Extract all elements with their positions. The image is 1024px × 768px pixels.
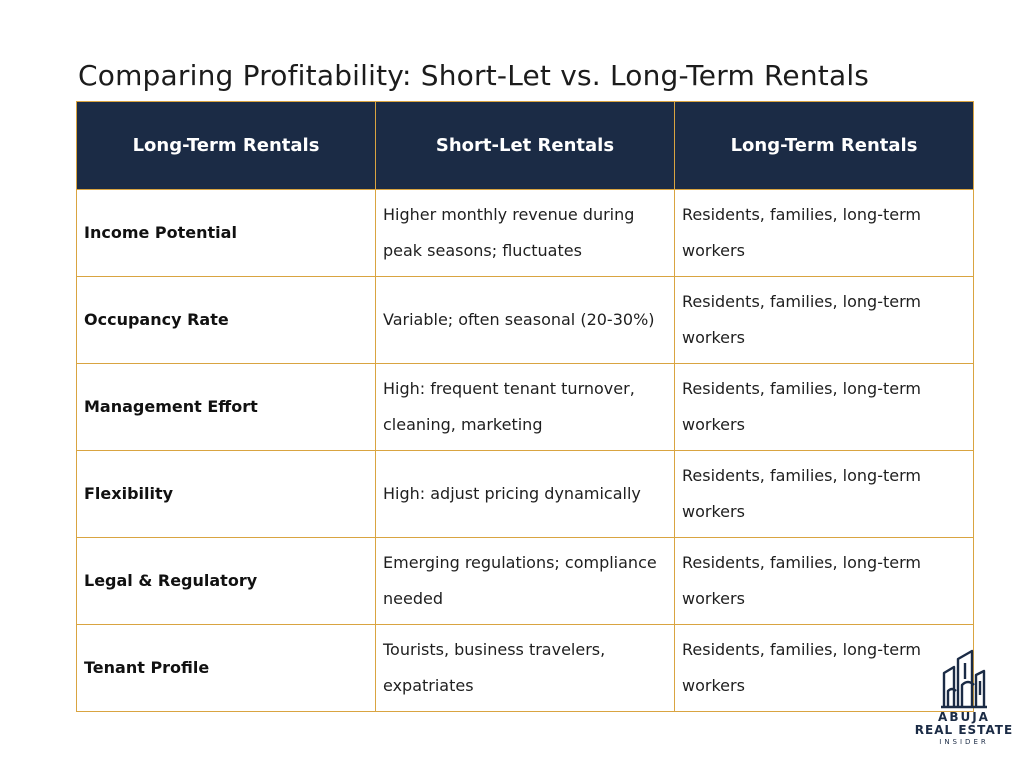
table-row xyxy=(77,451,974,538)
table-row xyxy=(77,625,974,712)
buildings-icon xyxy=(940,645,988,709)
short-let-cell: Variable; often seasonal (20-30%) xyxy=(376,277,675,364)
table-body xyxy=(77,190,974,712)
table-row xyxy=(77,277,974,364)
row-label: Occupancy Rate xyxy=(77,277,376,364)
table-row xyxy=(77,190,974,277)
table-header xyxy=(77,102,974,190)
short-let-cell: Tourists, business travelers, expatriates xyxy=(376,625,675,712)
column-header-1: Long-Term Rentals xyxy=(77,102,376,190)
brand-logo xyxy=(912,645,1016,755)
short-let-cell: Higher monthly revenue during peak seasons; fluctuates xyxy=(376,190,675,277)
page-title: Comparing Profitability: Short-Let vs. Long-Term Rentals xyxy=(78,58,870,92)
long-term-cell: Residents, families, long-term workers xyxy=(675,451,974,538)
column-header-3: Long-Term Rentals xyxy=(675,102,974,190)
long-term-cell: Residents, families, long-term workers xyxy=(675,190,974,277)
row-label: Management Effort xyxy=(77,364,376,451)
table-row xyxy=(77,364,974,451)
row-label: Legal & Regulatory xyxy=(77,538,376,625)
row-label: Tenant Profile xyxy=(77,625,376,712)
logo-text-line3: INSIDER xyxy=(939,738,989,746)
short-let-cell: Emerging regulations; compliance needed xyxy=(376,538,675,625)
column-header-2: Short-Let Rentals xyxy=(376,102,675,190)
comparison-table xyxy=(76,101,974,712)
table-row xyxy=(77,538,974,625)
row-label: Flexibility xyxy=(77,451,376,538)
long-term-cell: Residents, families, long-term workers xyxy=(675,625,974,712)
short-let-cell: High: adjust pricing dynamically xyxy=(376,451,675,538)
header-row xyxy=(77,102,974,190)
long-term-cell: Residents, families, long-term workers xyxy=(675,364,974,451)
long-term-cell: Residents, families, long-term workers xyxy=(675,277,974,364)
logo-text-line2: REAL ESTATE xyxy=(914,723,1014,737)
logo-text-line1: ABUJA xyxy=(938,710,990,724)
row-label: Income Potential xyxy=(77,190,376,277)
long-term-cell: Residents, families, long-term workers xyxy=(675,538,974,625)
short-let-cell: High: frequent tenant turnover, cleaning, marketing xyxy=(376,364,675,451)
